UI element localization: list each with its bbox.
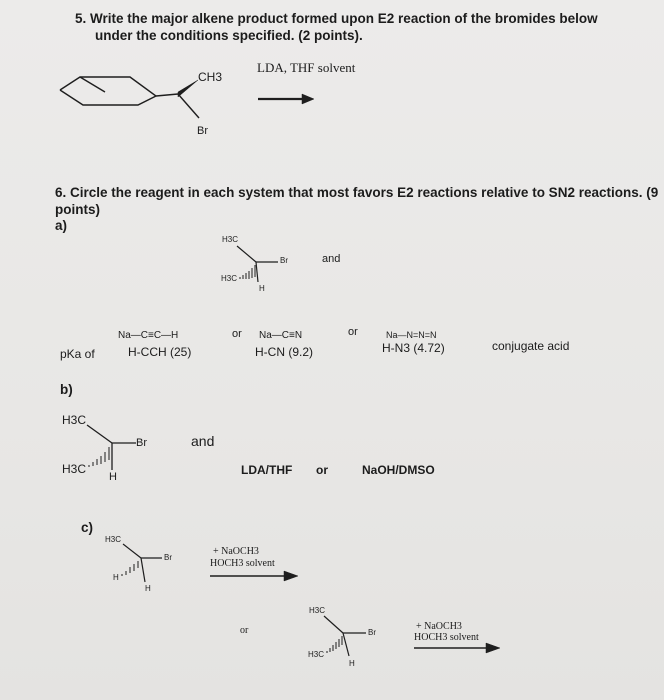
q6b-and: and [191,433,215,449]
q6c-reagent2-line1: + NaOCH3 [416,621,462,632]
q6c-m2-h3c-top: H3C [309,606,326,615]
q6a-reagent2-pka: H-CN (9.2) [255,345,314,359]
q6b-h3c-bottom: H3C [62,462,87,476]
q5-prompt-line2: under the conditions specified. (2 points). [95,28,363,43]
q6a-pka-label: pKa of [60,347,95,361]
q5-br-label: Br [197,125,208,137]
q6a-and: and [322,253,341,265]
q6c-h-bottom: H [145,584,151,593]
q5-prompt-line1: 5. Write the major alkene product formed upon E2 reaction of the bromides below [75,11,598,26]
q6b-option-naoh-dmso: NaOH/DMSO [362,463,435,477]
q6a-reagent1-formula: Na—C≡C—H [118,330,179,341]
q6c-reagent1-line2: HOCH3 solvent [210,558,275,569]
q6a-reagent3-formula: Na—N=N=N [386,330,437,340]
q6c-br: Br [164,553,172,562]
q6a-reagent1-pka: H-CCH (25) [128,345,192,359]
q6c-reagent2-line2: HOCH3 solvent [414,632,479,643]
q6c-h-left: H [113,573,119,582]
q6-prompt-line1: 6. Circle the reagent in each system that most favors E2 reactions relative to SN2 reactions. (9 [55,185,659,200]
q6c-reagent1-line1: + NaOCH3 [213,546,259,557]
q6b-or: or [316,463,328,477]
q6a-h3c-top: H3C [222,235,239,244]
q6c-h3c: H3C [105,535,122,544]
q6a-reagent3-pka: H-N3 (4.72) [382,341,445,355]
q5-ch3-label: CH3 [198,70,223,84]
q6a-br-label: Br [280,256,288,265]
q6b-option-lda-thf: LDA/THF [241,463,293,477]
q6a-or-2: or [348,326,358,338]
q6a-h-label: H [259,284,265,293]
q5-conditions: LDA, THF solvent [257,60,356,75]
q6c-m2-h3c-bottom: H3C [308,650,325,659]
q6a-conjugate-acid: conjugate acid [492,339,570,353]
q6a-reagent2-formula: Na—C≡N [259,330,303,341]
q6-prompt-line2: points) [55,202,100,217]
q6c-m2-h: H [349,659,355,668]
q6a-h3c-bottom: H3C [221,274,238,283]
q6-part-b-label: b) [60,382,73,397]
q6c-m2-br: Br [368,628,376,637]
q6b-h-label: H [109,471,117,483]
q6-part-a-label: a) [55,218,68,233]
q6-part-c-label: c) [81,520,94,535]
q6b-h3c-top: H3C [62,413,87,427]
q6b-br-label: Br [136,437,147,449]
q6a-or-1: or [232,328,242,340]
q6c-or: or [240,625,249,636]
